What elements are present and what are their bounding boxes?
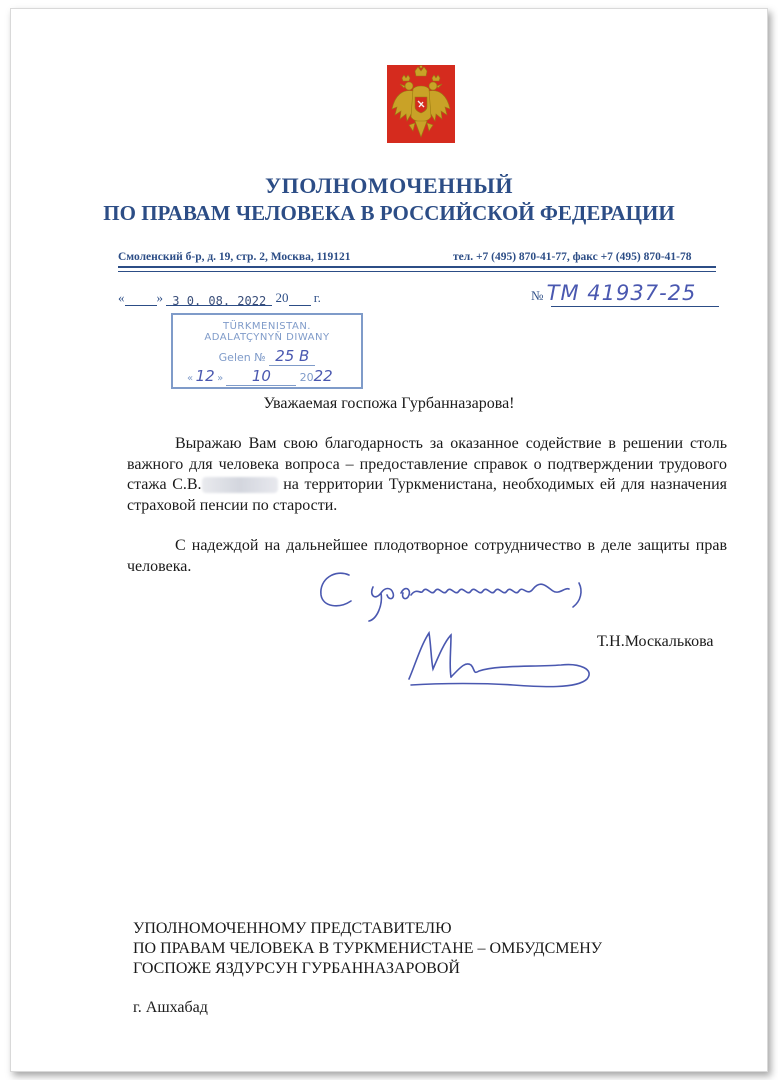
paragraph-2: С надеждой на дальнейшее плодотворное сотрудничество в деле защиты прав человека.	[127, 537, 727, 575]
outgoing-date-line	[118, 290, 321, 306]
handwritten-closing	[311, 565, 601, 625]
stamp-date-row: « 12 » 10 2022	[187, 367, 333, 385]
letterhead-address: Смоленский б-р, д. 19, стр. 2, Москва, 119121	[118, 251, 351, 263]
year-prefix: 20	[275, 290, 289, 305]
stamp-gelen-row	[173, 347, 361, 365]
incoming-stamp	[171, 313, 363, 389]
recipient-city: г. Ашхабад	[133, 999, 208, 1016]
stamp-gelen-label: Gelen №	[218, 351, 266, 364]
signature	[401, 625, 601, 695]
signatory-name: Т.Н.Москалькова	[597, 633, 714, 650]
quote-open: «	[118, 290, 125, 305]
handwritten-outgoing-number: ТМ 41937-25	[546, 281, 697, 305]
recipient-line3: ГОСПОЖЕ ЯЗДУРСУН ГУРБАННАЗАРОВОЙ	[133, 960, 460, 977]
redacted-name	[202, 477, 278, 493]
outgoing-number-line	[531, 281, 696, 305]
stamp-line2: ADALATÇYNYŇ DIWANY	[204, 332, 330, 343]
stamp-gelen-number: 25 B	[269, 347, 315, 366]
paragraph-1	[127, 434, 727, 516]
greeting: Уважаемая госпожа Гурбанназарова!	[263, 395, 515, 412]
stamp-day: 12	[195, 367, 215, 385]
letter-page	[10, 8, 768, 1072]
recipient-line1: УПОЛНОМОЧЕННОМУ ПРЕДСТАВИТЕЛЮ	[133, 920, 452, 937]
year-suffix: г.	[313, 290, 321, 305]
paragraph-1-end: на территории Туркменистана, необходимых ей для назначения страховой пенсии по старости.	[127, 476, 728, 514]
date-stamp: 3 0. 08. 2022	[172, 294, 267, 308]
month-blank	[166, 293, 272, 306]
number-sign: №	[531, 288, 544, 303]
stamp-year-printed: 20	[299, 371, 314, 384]
stamp-month: 10	[226, 367, 296, 386]
recipient-line2: ПО ПРАВАМ ЧЕЛОВЕКА В ТУРКМЕНИСТАНЕ – ОМБУДСМЕНУ	[133, 940, 603, 957]
letterhead-phones: тел. +7 (495) 870-41-77, факс +7 (495) 870-41-78	[453, 251, 692, 263]
letterhead-rule	[118, 266, 716, 268]
year-blank	[289, 293, 311, 306]
stamp-line1: TÜRKMENISTAN.	[223, 321, 311, 332]
day-blank	[125, 293, 157, 306]
letterhead-title-line1: УПОЛНОМОЧЕННЫЙ	[265, 173, 513, 198]
coat-of-arms-icon	[387, 65, 455, 143]
paragraph-1-start: Выражаю Вам свою благодарность за оказанное содействие в решении столь важного для человека вопроса – предоставление справок о подтверждении трудового стажа С.В.	[127, 435, 727, 493]
stamp-year-hand: 22	[313, 367, 333, 385]
quote-close: »	[156, 290, 163, 305]
letterhead-title-line2: ПО ПРАВАМ ЧЕЛОВЕКА В РОССИЙСКОЙ ФЕДЕРАЦИИ	[103, 201, 675, 225]
letterhead-rule-thin	[118, 271, 716, 272]
recipient-block	[133, 919, 602, 979]
number-underline	[551, 306, 719, 307]
